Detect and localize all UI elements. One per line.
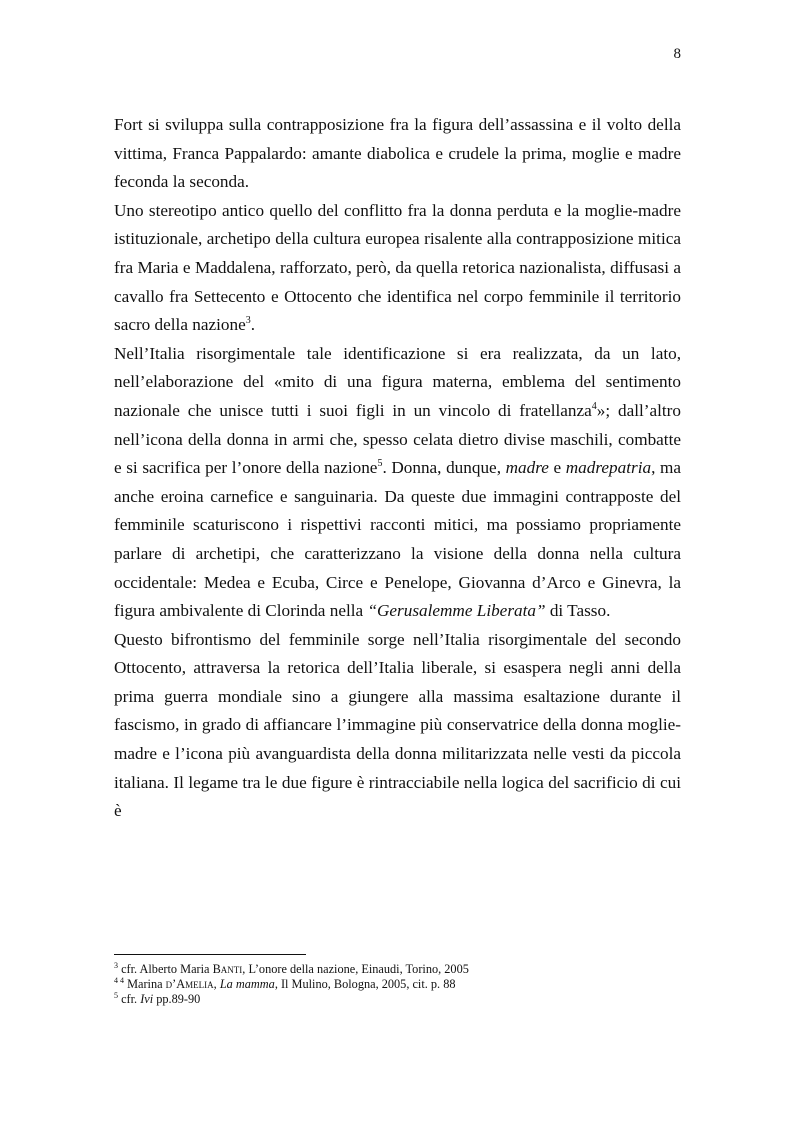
footnote-4	[114, 977, 681, 992]
footnotes	[114, 962, 681, 1007]
footnote-title: La mamma	[219, 977, 275, 991]
italic-madrepatria: madrepatria	[565, 458, 652, 478]
page-number: 8	[673, 46, 681, 62]
paragraph-3	[114, 340, 681, 626]
footnote-number: 4 4	[114, 976, 124, 985]
paragraph-2	[114, 197, 681, 340]
body-text	[114, 111, 681, 826]
paragraph-3-part-a: Nell’Italia risorgimentale tale identificazione si era realizzata, da un lato, nell’elaborazione del «mito di una figura materna, emblema del sentimento nazionale che unisce tutti i suoi figli in un vincolo di fratellanza	[114, 343, 681, 420]
footnote-3	[114, 962, 681, 977]
footnote-ref-4: 4	[591, 400, 597, 412]
paragraph-2-text: Uno stereotipo antico quello del conflitto fra la donna perduta e la moglie-madre istituzionale, archetipo della cultura europea risalente alla contrapposizione mitica fra Maria e Maddalena, rafforzato, però, da quella retorica nazionalista, diffusasi a cavallo fra Settecento e Ottocento che identifica nel corpo femminile il territorio sacro della nazione	[114, 200, 681, 335]
footnote-number: 3	[114, 961, 118, 970]
footnote-author: d’Amelia	[165, 977, 214, 991]
footnote-text: pp.89-90	[153, 992, 201, 1006]
paragraph-1: Fort si sviluppa sulla contrapposizione fra la figura dell’assassina e il volto della vittima, Franca Pappalardo: amante diabolica e crudele la prima, moglie e madre feconda la seconda.	[114, 115, 681, 192]
footnote-author: Banti	[212, 962, 243, 976]
paragraph-3-part-d: , ma anche eroina carnefice e sanguinaria. Da queste due immagini contrapposte del femminile scaturiscono i rispettivi racconti mitici, ma possiamo propriamente parlare di archetipi, che caratterizzano la visione della donna nella cultura occidentale: Medea e Ecuba, Circe e Penelope, Giovanna d’Arco e Ginevra, la figura ambivalente di Clorinda nella	[114, 458, 681, 621]
footnote-divider	[114, 954, 306, 955]
footnote-text: , Il Mulino, Bologna, 2005, cit. p. 88	[274, 977, 456, 991]
paragraph-2-end: .	[250, 315, 255, 335]
paragraph-3-part-c: . Donna, dunque,	[382, 458, 506, 478]
paragraph-3-conj: e	[548, 458, 566, 478]
footnote-ref-5: 5	[377, 458, 383, 470]
footnote-text: , L’onore della nazione, Einaudi, Torino, 2005	[242, 962, 469, 976]
footnote-5	[114, 992, 681, 1007]
footnote-ref-3: 3	[245, 315, 251, 327]
footnote-title: Ivi	[140, 992, 154, 1006]
footnote-text: Marina	[124, 977, 166, 991]
italic-work-title: “Gerusalemme Liberata”	[367, 601, 546, 621]
footnote-text: ,	[213, 977, 220, 991]
paragraph-3-part-b: »; dall’altro nell’icona della donna in armi che, spesso celata dietro divise maschili, combatte e si sacrifica per l’onore della nazione	[114, 400, 681, 478]
italic-madre: madre	[505, 458, 549, 478]
paragraph-3-part-f: di Tasso.	[545, 601, 611, 621]
paragraph-4: Questo bifrontismo del femminile sorge nell’Italia risorgimentale del secondo Ottocento, attraversa la retorica dell’Italia liberale, si esaspera negli anni della prima guerra mondiale sino a giungere alla massima esaltazione durante il fascismo, in grado di affiancare l’immagine più conservatrice della donna moglie-madre e l’icona più avanguardista della donna militarizzata nelle vesti da piccola italiana. Il legame tra le due figure è rintracciabile nella logica del sacrificio di cui è	[114, 629, 681, 821]
footnote-text: cfr. Alberto Maria	[118, 962, 213, 976]
footnote-number: 5	[114, 991, 118, 1000]
footnote-text: cfr.	[118, 992, 141, 1006]
